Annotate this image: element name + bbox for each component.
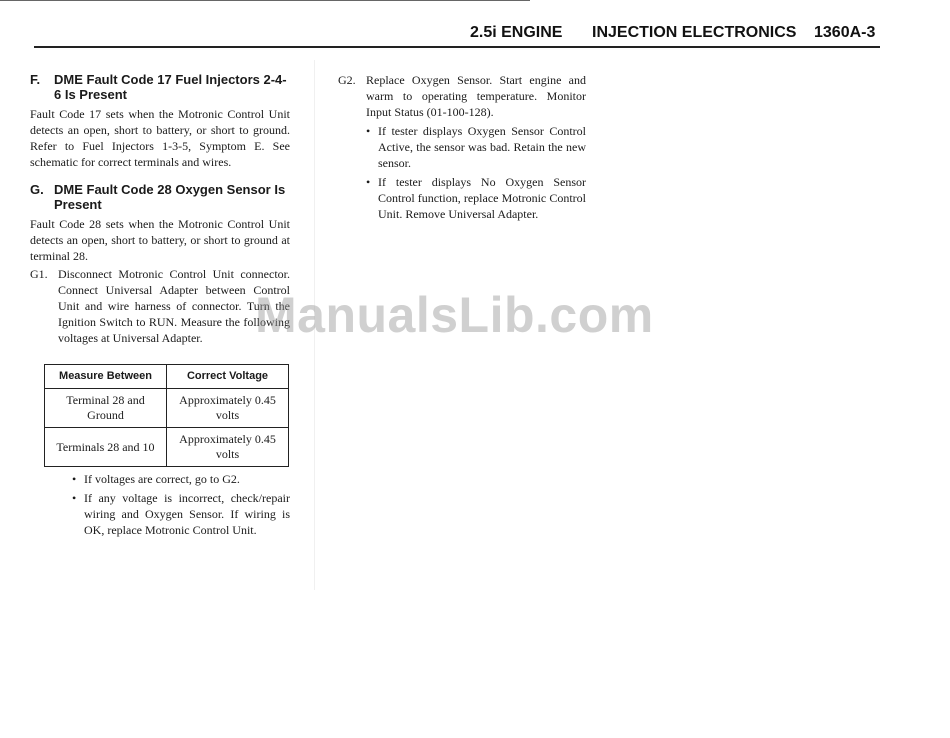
- table-header-measure: Measure Between: [45, 365, 167, 389]
- step-g2-number: G2.: [338, 73, 356, 87]
- step-g2: [338, 72, 586, 120]
- g1-bullet-list: [70, 471, 290, 538]
- list-item: • If tester displays Oxygen Sensor Control Active, the sensor was bad. Retain the new sensor.: [364, 123, 586, 171]
- header-page-number: 1360A-3: [814, 24, 876, 41]
- section-g-title: DME Fault Code 28 Oxygen Sensor Is Present: [54, 182, 286, 212]
- section-f-body: Fault Code 17 sets when the Motronic Control Unit detects an open, short to battery, or short to ground. Refer to Fuel Injectors 1-3-5, Symptom E. See schematic for correct terminals and wires.: [30, 107, 290, 169]
- section-g-letter: G.: [30, 182, 44, 197]
- top-edge-line: [0, 0, 530, 1]
- g2-bullet-list: [364, 123, 586, 222]
- table-cell-measure: Terminals 28 and 10: [45, 428, 167, 467]
- table-row: [45, 428, 289, 467]
- table-cell-voltage: Approximately 0.45 volts: [167, 428, 289, 467]
- list-item: • If tester displays No Oxygen Sensor Control function, replace Motronic Control Unit. Remove Universal Adapter.: [364, 174, 586, 222]
- list-item: • If any voltage is incorrect, check/repair wiring and Oxygen Sensor. If wiring is OK, replace Motronic Control Unit.: [70, 490, 290, 538]
- section-g-heading: [30, 182, 290, 212]
- table-cell-voltage: Approximately 0.45 volts: [167, 389, 289, 428]
- step-g1-text: Disconnect Motronic Control Unit connector. Connect Universal Adapter between Control Unit and wire harness of connector. Turn the Ignition Switch to RUN. Measure the following voltages at Universal Adapter.: [58, 267, 290, 345]
- list-item: • If voltages are correct, go to G2.: [70, 471, 290, 487]
- step-g2-text: Replace Oxygen Sensor. Start engine and warm to operating temperature. Monitor Input Status (01-100-128).: [366, 73, 586, 119]
- section-g-body: Fault Code 28 sets when the Motronic Control Unit detects an open, short to battery, or short to ground at terminal 28.: [30, 217, 290, 263]
- watermark: ManualsLib.com: [255, 287, 654, 343]
- section-f-title: DME Fault Code 17 Fuel Injectors 2-4-6 Is Present: [54, 72, 287, 102]
- header-engine: 2.5i ENGINE: [470, 24, 563, 41]
- table-header-voltage: Correct Voltage: [167, 365, 289, 389]
- table-row: [45, 389, 289, 428]
- header-rule: [34, 46, 880, 48]
- table-cell-measure: Terminal 28 and Ground: [45, 389, 167, 428]
- header-section-title: INJECTION ELECTRONICS: [592, 24, 797, 41]
- right-column: [338, 72, 586, 222]
- section-f-heading: [30, 72, 290, 102]
- step-g1-number: G1.: [30, 267, 48, 281]
- voltage-table: [44, 364, 289, 467]
- table-header-row: [45, 365, 289, 389]
- left-column: [30, 72, 290, 538]
- step-g1: [30, 266, 290, 346]
- section-f-letter: F.: [30, 72, 41, 87]
